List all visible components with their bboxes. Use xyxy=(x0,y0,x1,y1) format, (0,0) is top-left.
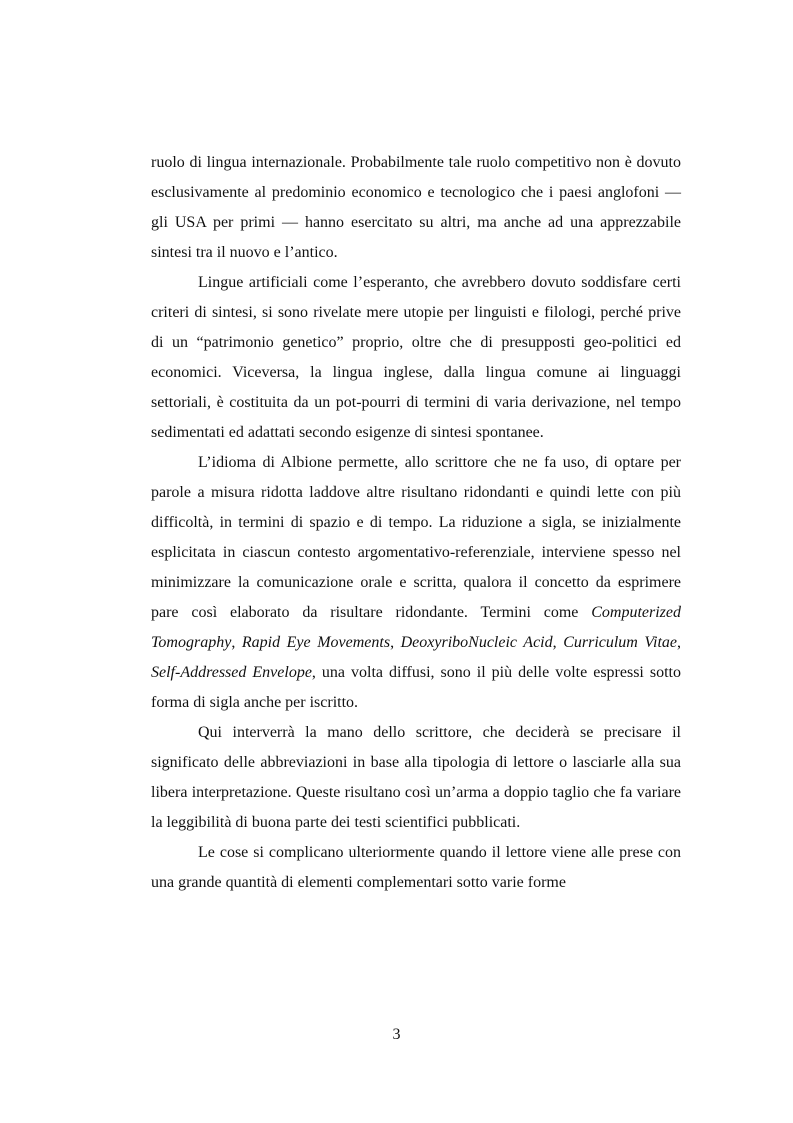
term-separator: , xyxy=(390,634,401,651)
term-curriculum-vitae: Curriculum Vitae xyxy=(563,634,677,651)
paragraph-1: ruolo di lingua internazionale. Probabilmente tale ruolo competitivo non è dovuto esclusivamente al predominio economico e tecnologico che i paesi anglofoni — gli USA per primi — hanno esercitato su altri, ma anche ad una apprezzabile sintesi tra il nuovo e l’antico. xyxy=(151,154,681,261)
paragraph-5: Le cose si complicano ulteriormente quando il lettore viene alle prese con una grande quantità di elementi complementari sotto varie forme xyxy=(151,844,681,891)
term-self-addressed-envelope: Self-Addressed Envelope xyxy=(151,664,312,681)
term-separator: , xyxy=(677,634,681,651)
term-separator: , xyxy=(231,634,242,651)
page-number: 3 xyxy=(392,1026,401,1043)
paragraph-3-tail: , una volta diffusi, sono il più delle volte espressi sotto forma di sigla anche per iscritto. xyxy=(151,664,682,711)
paragraph-3 xyxy=(151,448,681,718)
paragraph-2: Lingue artificiali come l’esperanto, che avrebbero dovuto soddisfare certi criteri di sintesi, si sono rivelate mere utopie per linguisti e filologi, perché prive di un “patrimonio genetico” proprio, oltre che di presupposti geo-politici ed economici. Viceversa, la lingua inglese, dalla lingua comune ai linguaggi settoriali, è costituita da un pot-pourri di termini di varia derivazione, nel tempo sedimentati ed adattati secondo esigenze di sintesi spontanee. xyxy=(151,274,681,441)
term-rapid-eye-movements: Rapid Eye Movements xyxy=(241,634,391,651)
term-computerized-tomography: Computerized Tomography xyxy=(151,604,681,651)
paragraph-3-lead: L’idioma di Albione permette, allo scrittore che ne fa uso, di optare per parole a misura ridotta laddove altre risultano ridondanti e quindi lette con più difficoltà, in termini di spazio e di tempo. La riduzione a sigla, se inizialmente esplicitata in ciascun contesto argomentativo-referenziale, interviene spesso nel minimizzare la comunicazione orale e scritta, qualora il concetto da esprimere pare così elaborato da risultare ridondante. Termini come xyxy=(151,454,681,621)
body-text xyxy=(151,148,681,898)
term-deoxyribonucleic-acid: DeoxyriboNucleic Acid xyxy=(400,634,553,651)
term-separator: , xyxy=(552,634,564,651)
paragraph-4: Qui interverrà la mano dello scrittore, che deciderà se precisare il significato delle abbreviazioni in base alla tipologia di lettore o lasciarle alla sua libera interpretazione. Queste risultano così un’arma a doppio taglio che fa variare la leggibilità di buona parte dei testi scientifici pubblicati. xyxy=(151,724,681,831)
